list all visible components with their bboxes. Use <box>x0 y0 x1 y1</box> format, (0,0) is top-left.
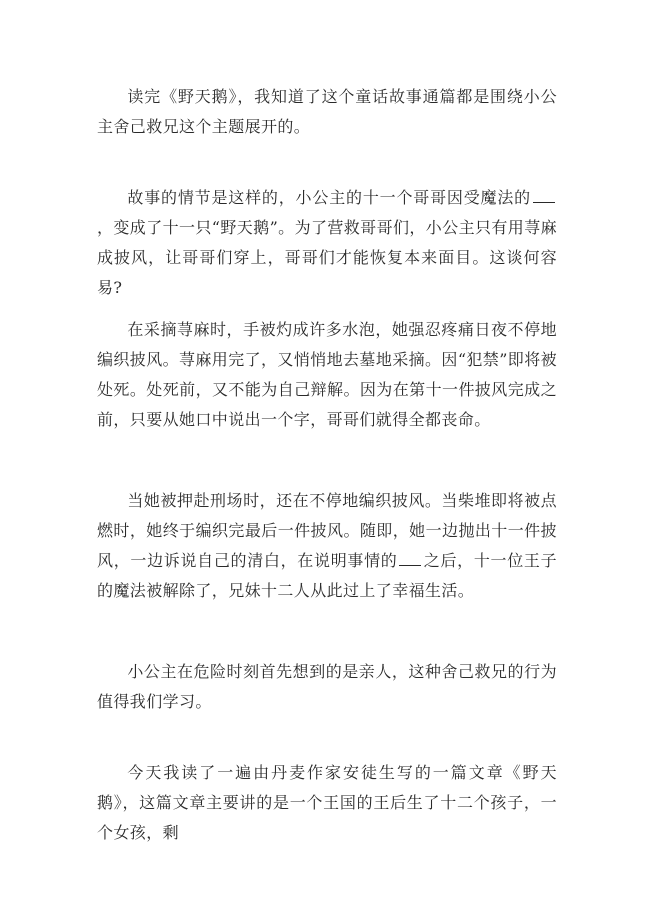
paragraph-1-text: 读完《野天鹅》，我知道了这个童话故事通篇都是围绕小公主舍己救兄这个主题展开的。 <box>97 87 557 136</box>
paragraph-2 <box>97 183 557 303</box>
paragraph-3 <box>97 315 557 435</box>
paragraph-6 <box>97 758 557 848</box>
paragraph-4-text-b: 之后，十一位王子的魔法被解除了，兄妹十二人从此过上了幸福生活。 <box>97 551 558 600</box>
paragraph-4 <box>97 486 557 606</box>
paragraph-5-text: 小公主在危险时刻首先想到的是亲人，这种舍己救兄的行为值得我们学习。 <box>97 662 557 711</box>
fill-in-blank <box>399 551 421 566</box>
fill-in-blank <box>533 188 555 203</box>
paragraph-1 <box>97 82 557 142</box>
paragraph-4-text-a: 当她被押赴刑场时，还在不停地编织披风。当柴堆即将被点燃时，她终于编织完最后一件披风。随即，她一边抛出十一件披风，一边诉说自己的清白，在说明事情的 <box>97 491 557 570</box>
paragraph-2-text-b: ，变成了十一只“野天鹅”。为了营救哥哥们，小公主只有用荨麻成披风，让哥哥们穿上，哥哥们才能恢复本来面目。这谈何容易? <box>97 218 557 297</box>
paragraph-3-text: 在采摘荨麻时，手被灼成许多水泡，她强忍疼痛日夜不停地编织披风。荨麻用完了，又悄悄地去墓地采摘。因“犯禁”即将被处死。处死前，又不能为自己辩解。因为在第十一件披风完成之前，只要从她口中说出一个字，哥哥们就得全都丧命。 <box>97 320 557 429</box>
paragraph-2-text-a: 故事的情节是这样的，小公主的十一个哥哥因受魔法的 <box>127 188 531 207</box>
paragraph-6-text: 今天我读了一遍由丹麦作家安徒生写的一篇文章《野天鹅》，这篇文章主要讲的是一个王国的王后生了十二个孩子，一个女孩，剩 <box>97 763 557 842</box>
paragraph-5 <box>97 657 557 717</box>
